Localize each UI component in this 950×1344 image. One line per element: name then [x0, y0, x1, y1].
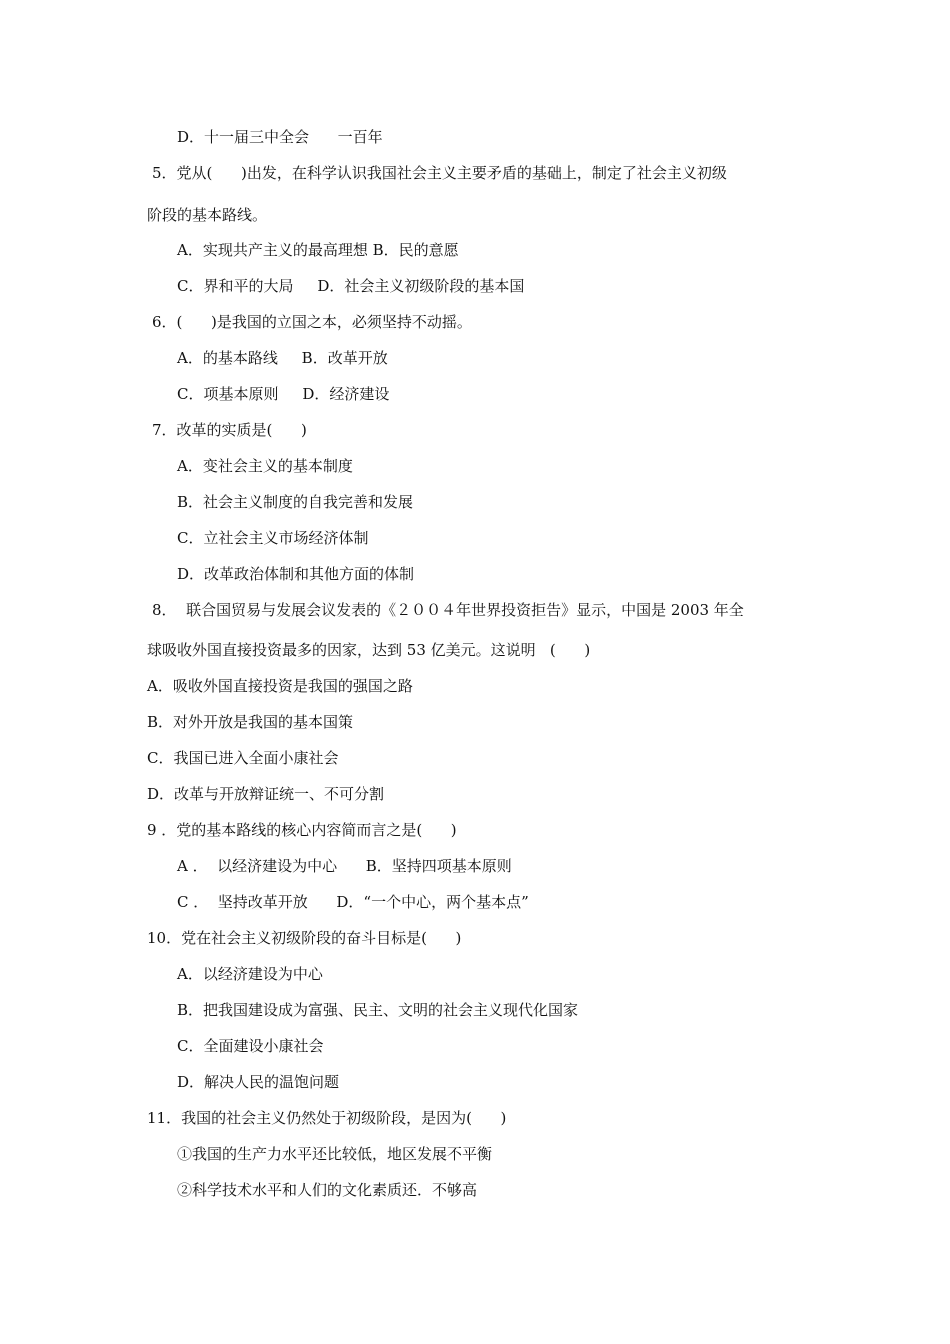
question-7: 7．改革的实质是( )	[152, 421, 307, 439]
option-7d: D．改革政治体制和其他方面的体制	[177, 565, 415, 583]
question-8-line1: 8． 联合国贸易与发展会议发表的《２００４年世界投资拒告》显示，中国是 2003 年全	[152, 601, 744, 619]
option-10c: C．全面建设小康社会	[177, 1037, 324, 1055]
option-8b: B．对外开放是我国的基本国策	[147, 713, 354, 731]
question-9: 9 ．党的基本路线的核心内容简而言之是( )	[147, 821, 457, 839]
option-7b: B．社会主义制度的自我完善和发展	[177, 493, 414, 511]
option-5cd: C．界和平的大局 D．社会主义初级阶段的基本国	[177, 277, 525, 295]
option-7c: C．立社会主义市场经济体制	[177, 529, 369, 547]
option-6cd: C．项基本原则 D．经济建设	[177, 385, 390, 403]
option-9cd: C ． 坚持改革开放 D．“一个中心，两个基本点”	[177, 893, 529, 911]
question-6: 6．( )是我国的立国之本，必须坚持不动摇。	[152, 313, 472, 331]
statement-11-2: ②科学技术水平和人们的文化素质还．不够高	[177, 1181, 478, 1199]
option-8d: D．改革与开放辩证统一、不可分割	[147, 785, 385, 803]
question-11: 11．我国的社会主义仍然处于初级阶段，是因为( )	[147, 1109, 507, 1127]
option-4d: D．十一届三中全会 一百年	[177, 128, 383, 146]
option-8a: A．吸收外国直接投资是我国的强国之路	[147, 677, 413, 695]
option-5ab: A．实现共产主义的最高理想 B．民的意愿	[177, 241, 459, 259]
option-10b: B．把我国建设成为富强、民主、文明的社会主义现代化国家	[177, 1001, 579, 1019]
question-10: 10．党在社会主义初级阶段的奋斗目标是( )	[147, 929, 462, 947]
option-9ab: A ． 以经济建设为中心 B．坚持四项基本原则	[177, 857, 512, 875]
option-8c: C．我国已进入全面小康社会	[147, 749, 339, 767]
question-5-line1: 5．党从( )出发，在科学认识我国社会主义主要矛盾的基础上，制定了社会主义初级	[152, 164, 727, 182]
question-8-line2: 球吸收外国直接投资最多的因家，达到 53 亿美元。这说明 ( )	[147, 641, 591, 659]
option-6ab: A．的基本路线 B．改革开放	[177, 349, 388, 367]
option-10a: A．以经济建设为中心	[177, 965, 323, 983]
statement-11-1: ①我国的生产力水平还比较低，地区发展不平衡	[177, 1145, 493, 1163]
option-10d: D．解决人民的温饱问题	[177, 1073, 340, 1091]
option-7a: A．变社会主义的基本制度	[177, 457, 353, 475]
question-5-line2: 阶段的基本路线。	[147, 206, 268, 224]
